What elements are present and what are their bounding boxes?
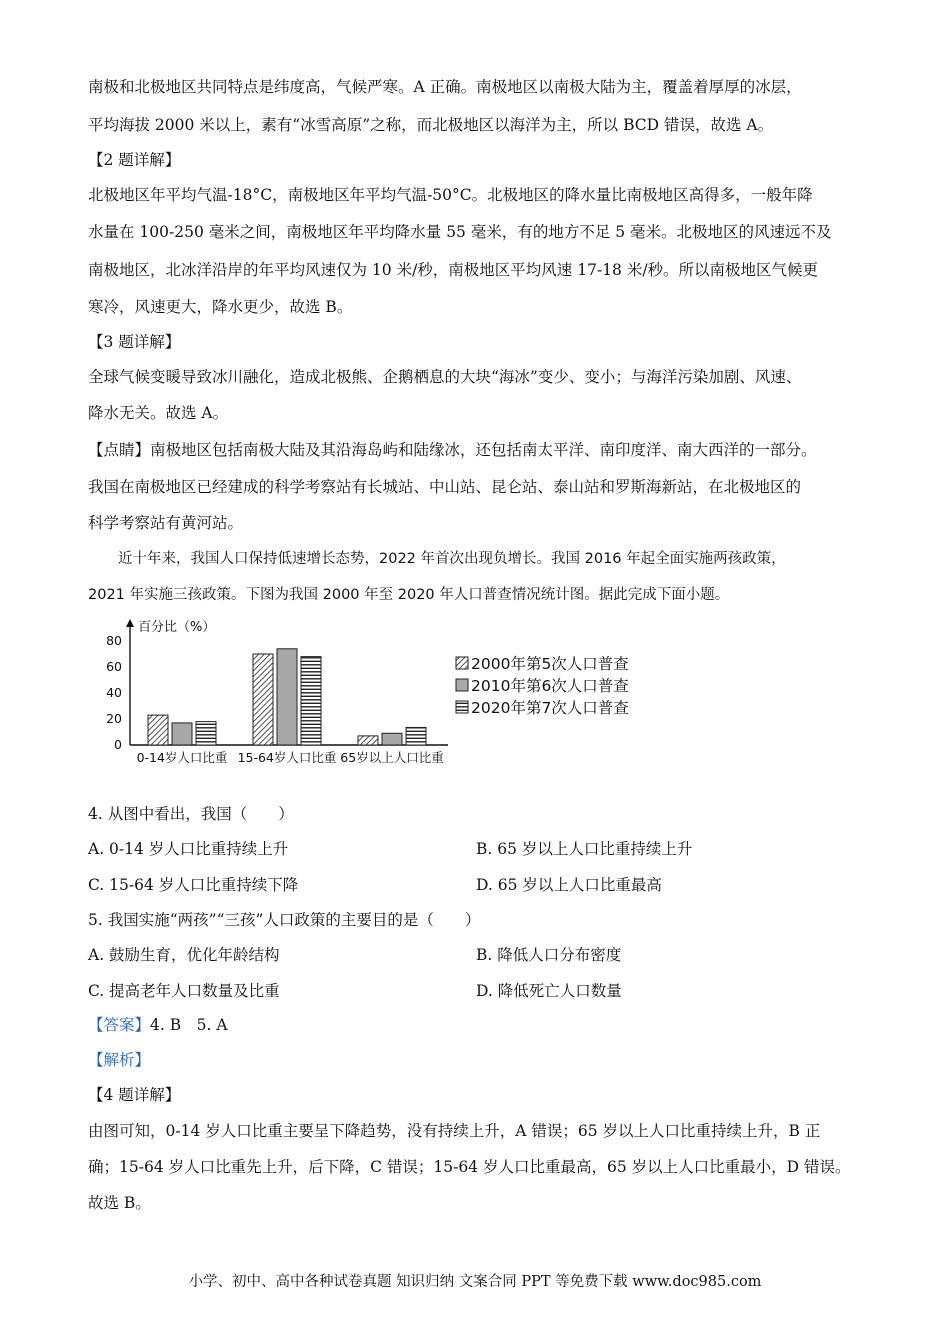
legend-swatch <box>456 701 468 713</box>
option-5a: A. 鼓励生育，优化年龄结构 <box>88 946 280 964</box>
y-tick-label: 40 <box>106 685 122 700</box>
x-tick-label: 65岁以上人口比重 <box>340 750 444 765</box>
y-axis-arrow <box>126 619 134 627</box>
text-line: 寒冷，风速更大，降水更少，故选 B。 <box>88 298 353 316</box>
text-line: 南极地区，北冰洋沿岸的年平均风速仅为 10 米/秒，南极地区平均风速 17-18 米/秒。所以南极地区气候更 <box>88 261 819 279</box>
bar <box>172 723 192 745</box>
y-tick-label: 80 <box>106 633 122 648</box>
x-tick-label: 15-64岁人口比重 <box>237 750 337 765</box>
text-line: 平均海拔 2000 米以上，素有“冰雪高原”之称，而北极地区以海洋为主，所以 BCD 错误，故选 A。 <box>88 116 774 134</box>
section-heading: 【4 题详解】 <box>88 1086 181 1104</box>
bar <box>382 733 402 745</box>
text-line: 北极地区年平均气温-18°C，南极地区年平均气温-50°C。北极地区的降水量比南极地区高得多，一般年降 <box>88 186 813 204</box>
y-axis-label: 百分比（%） <box>138 620 216 635</box>
option-5c: C. 提高老年人口数量及比重 <box>88 982 280 1000</box>
option-5d: D. 降低死亡人口数量 <box>476 982 622 1000</box>
y-tick-label: 20 <box>106 711 122 726</box>
bar <box>196 722 216 745</box>
text-line: 南极和北极地区共同特点是纬度高，气候严寒。A 正确。南极地区以南极大陆为主，覆盖着厚厚的冰层， <box>88 78 802 96</box>
answer-line <box>88 1014 228 1036</box>
legend-label: 2020年第7次人口普查 <box>471 699 629 717</box>
text-line: 确；15-64 岁人口比重先上升，后下降，C 错误；15-64 岁人口比重最高，65 岁以上人口比重最小，D 错误。 <box>88 1158 851 1176</box>
bar <box>148 715 168 745</box>
section-heading: 【2 题详解】 <box>88 151 181 169</box>
text-line: 水量在 100-250 毫米之间，南极地区年平均降水量 55 毫米，有的地方不足 5 毫米。北极地区的风速远不及 <box>88 223 832 241</box>
analysis-label: 【解析】 <box>88 1051 151 1069</box>
text-line: 我国在南极地区已经建成的科学考察站有长城站、中山站、昆仑站、泰山站和罗斯海新站，在北极地区的 <box>88 478 802 496</box>
bar <box>358 736 378 745</box>
intro-line: 近十年来，我国人口保持低速增长态势，2022 年首次出现负增长。我国 2016 年起全面实施两孩政策， <box>118 551 786 567</box>
population-census-chart <box>88 615 648 765</box>
legend-label: 2010年第6次人口普查 <box>471 677 629 695</box>
y-tick-label: 0 <box>114 737 122 752</box>
bar <box>301 657 321 745</box>
legend-swatch <box>456 679 468 691</box>
legend-swatch <box>456 657 468 669</box>
tip-line: 【点睛】南极地区包括南极大陆及其沿海岛屿和陆缘冰，还包括南太平洋、南印度洋、南大西洋的一部分。 <box>88 441 817 459</box>
bar <box>277 649 297 745</box>
bar <box>253 654 273 745</box>
text-line: 由图可知，0-14 岁人口比重主要呈下降趋势，没有持续上升，A 错误；65 岁以上人口比重持续上升，B 正 <box>88 1122 821 1140</box>
option-4b: B. 65 岁以上人口比重持续上升 <box>476 840 693 858</box>
answer-label: 【答案】 <box>88 1016 151 1034</box>
page-footer: 小学、初中、高中各种试卷真题 知识归纳 文案合同 PPT 等免费下载 www.doc985.com <box>188 1274 762 1290</box>
intro-line: 2021 年实施三孩政策。下图为我国 2000 年至 2020 年人口普查情况统计图。据此完成下面小题。 <box>88 587 730 603</box>
bar <box>406 727 426 745</box>
x-tick-label: 0-14岁人口比重 <box>136 750 228 765</box>
text-line: 降水无关。故选 A。 <box>88 404 229 422</box>
section-heading: 【3 题详解】 <box>88 333 181 351</box>
question-5: 5. 我国实施“两孩”“三孩”人口政策的主要目的是（ ） <box>88 911 481 929</box>
option-4c: C. 15-64 岁人口比重持续下降 <box>88 876 299 894</box>
answer-text: 4. B 5. A <box>150 1016 228 1034</box>
text-line: 科学考察站有黄河站。 <box>88 514 244 532</box>
option-5b: B. 降低人口分布密度 <box>476 946 622 964</box>
text-line: 故选 B。 <box>88 1194 151 1212</box>
question-4: 4. 从图中看出，我国（ ） <box>88 805 294 823</box>
text-line: 全球气候变暖导致冰川融化，造成北极熊、企鹅栖息的大块“海冰”变少、变小；与海洋污染加剧、风速、 <box>88 368 802 386</box>
y-tick-label: 60 <box>106 659 122 674</box>
option-4d: D. 65 岁以上人口比重最高 <box>476 876 662 894</box>
option-4a: A. 0-14 岁人口比重持续上升 <box>88 840 289 858</box>
legend-label: 2000年第5次人口普查 <box>471 655 629 673</box>
